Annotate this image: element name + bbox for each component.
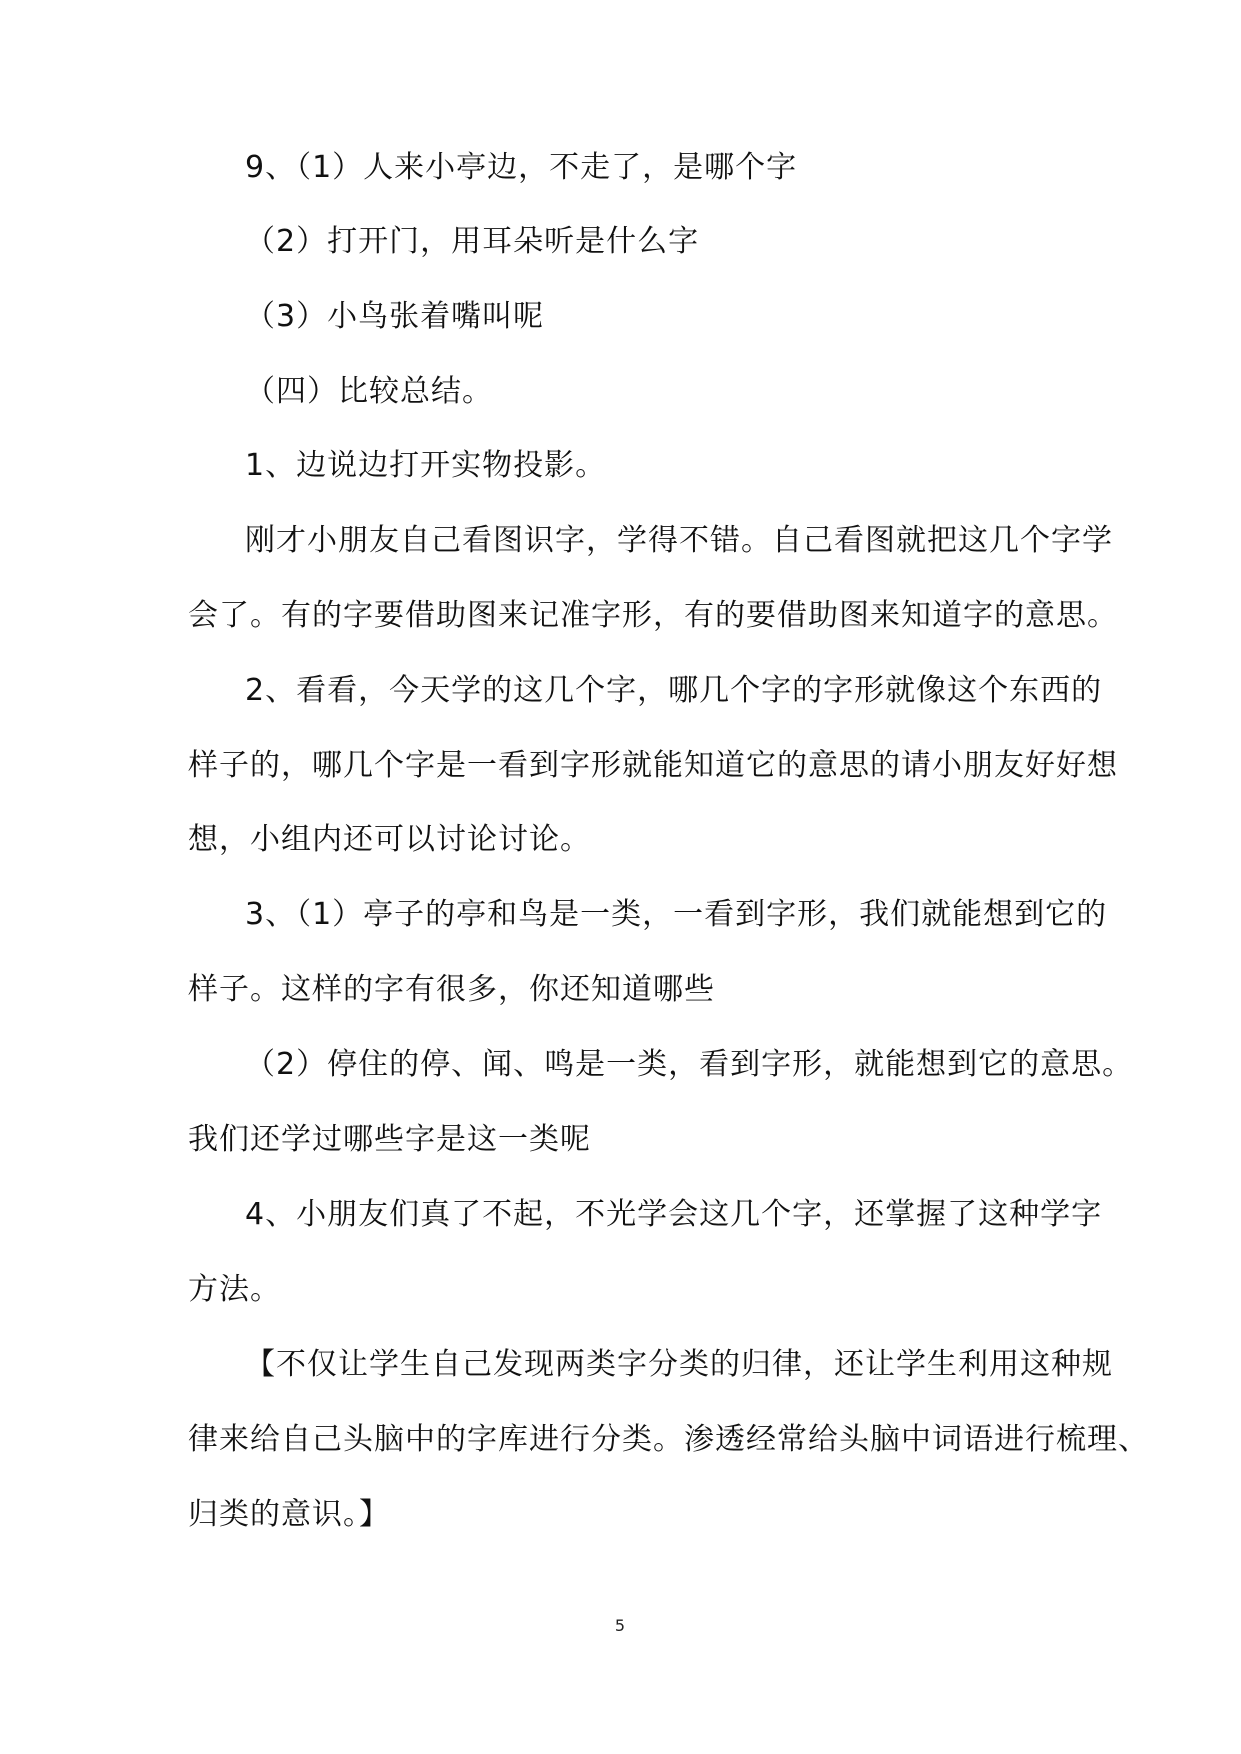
- text-line-14: 我们还学过哪些字是这一类呢: [188, 1122, 591, 1157]
- text-line-2: （2）打开门，用耳朵听是什么字: [245, 224, 700, 259]
- text-line-12: 样子。这样的字有很多，你还知道哪些: [188, 972, 715, 1007]
- page-number: 5: [614, 1616, 626, 1635]
- text-line-10: 想，小组内还可以讨论讨论。: [188, 822, 591, 857]
- text-line-3: （3）小鸟张着嘴叫呢: [245, 299, 545, 334]
- text-line-9: 样子的，哪几个字是一看到字形就能知道它的意思的请小朋友好好想: [188, 748, 1118, 783]
- text-line-13: （2）停住的停、闻、鸣是一类，看到字形，就能想到它的意思。: [245, 1047, 1134, 1082]
- text-line-8: 2、看看，今天学的这几个字，哪几个字的字形就像这个东西的: [245, 673, 1103, 708]
- text-line-16: 方法。: [188, 1272, 281, 1307]
- text-line-5: 1、边说边打开实物投影。: [245, 448, 607, 483]
- text-line-19: 归类的意识。】: [188, 1497, 390, 1532]
- text-line-6: 刚才小朋友自己看图识字，学得不错。自己看图就把这几个字学: [245, 523, 1113, 558]
- text-line-1: 9、（1）人来小亭边，不走了，是哪个字: [245, 150, 798, 185]
- text-line-18: 律来给自己头脑中的字库进行分类。渗透经常给头脑中词语进行梳理、: [188, 1422, 1149, 1457]
- text-line-17: 【不仅让学生自己发现两类字分类的归律，还让学生利用这种规: [245, 1347, 1113, 1382]
- text-line-15: 4、小朋友们真了不起，不光学会这几个字，还掌握了这种学字: [245, 1197, 1103, 1232]
- text-line-7: 会了。有的字要借助图来记准字形，有的要借助图来知道字的意思。: [188, 598, 1118, 633]
- text-line-11: 3、（1）亭子的亭和鸟是一类，一看到字形，我们就能想到它的: [245, 897, 1108, 932]
- text-line-4: （四）比较总结。: [245, 374, 493, 409]
